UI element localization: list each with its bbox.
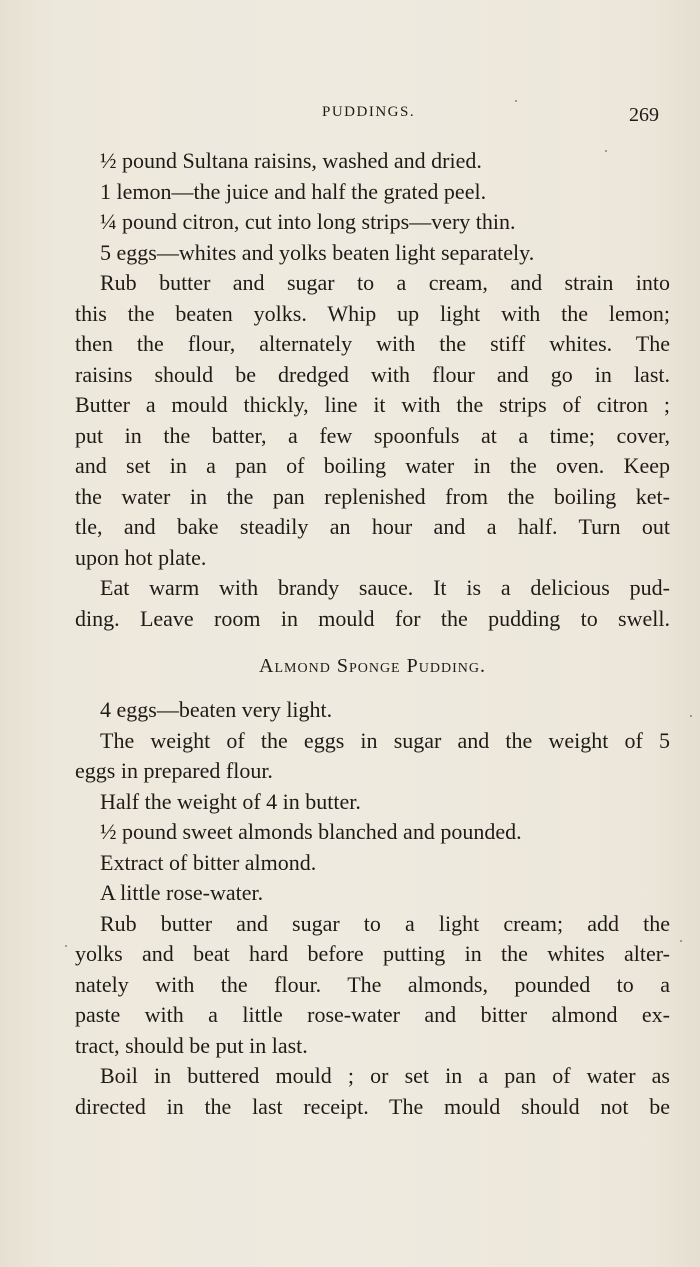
instruction-line: nately with the flour. The almonds, pounded to a: [75, 971, 670, 997]
paper-speck: [515, 100, 517, 102]
instruction-line: raisins should be dredged with flour and go in last.: [75, 361, 670, 387]
ingredient-line: Extract of bitter almond.: [100, 849, 317, 875]
paper-speck: [690, 715, 692, 717]
ingredient-line: 1 lemon—the juice and half the grated peel.: [100, 178, 487, 204]
instruction-line: directed in the last receipt. The mould should not be: [75, 1093, 670, 1119]
ingredient-line: eggs in prepared flour.: [75, 758, 273, 783]
instruction-line: upon hot plate.: [75, 544, 207, 570]
instruction-line: the water in the pan replenished from the boiling ket-: [75, 483, 670, 509]
paper-speck: [65, 945, 67, 947]
ingredient-line: Half the weight of 4 in butter.: [100, 788, 361, 814]
recipe-text-continued: [75, 146, 670, 634]
ingredient-line: 5 eggs—whites and yolks beaten light separately.: [100, 239, 535, 265]
ingredient-line: A little rose-water.: [100, 880, 264, 905]
instruction-line: ding. Leave room in mould for the pudding to swell.: [75, 605, 670, 631]
paper-speck: [680, 940, 682, 942]
ingredient-line: ¼ pound citron, cut into long strips—very thin.: [100, 209, 516, 234]
instruction-line: paste with a little rose-water and bitter almond ex-: [75, 1002, 670, 1027]
instruction-line: then the flour, alternately with the stiff whites. The: [75, 331, 670, 356]
running-head: PUDDINGS.: [322, 104, 416, 120]
ingredient-line: The weight of the eggs in sugar and the weight of 5: [100, 727, 670, 753]
instruction-line: tle, and bake steadily an hour and a half. Turn out: [75, 514, 670, 539]
instruction-line: yolks and beat hard before putting in the whites alter-: [75, 941, 670, 966]
instruction-line: Rub butter and sugar to a light cream; add the: [100, 910, 670, 936]
paper-speck: [605, 150, 607, 152]
ingredient-line: ½ pound sweet almonds blanched and pounded.: [100, 819, 522, 844]
instruction-line: Boil in buttered mould ; or set in a pan of water as: [100, 1063, 670, 1088]
page-header: [0, 100, 700, 130]
recipe-text-almond-sponge: [75, 695, 670, 1122]
instruction-line: Rub butter and sugar to a cream, and strain into: [100, 270, 670, 295]
ingredient-line: 4 eggs—beaten very light.: [100, 697, 333, 722]
instruction-line: Eat warm with brandy sauce. It is a delicious pud-: [100, 575, 670, 600]
page-number: 269: [629, 104, 659, 126]
instruction-line: Butter a mould thickly, line it with the strips of citron ;: [75, 392, 670, 417]
instruction-line: put in the batter, a few spoonfuls at a time; cover,: [75, 422, 670, 448]
instruction-line: this the beaten yolks. Whip up light with the lemon;: [75, 300, 670, 326]
instruction-line: tract, should be put in last.: [75, 1032, 308, 1058]
instruction-line: and set in a pan of boiling water in the oven. Keep: [75, 453, 670, 478]
ingredient-line: ½ pound Sultana raisins, washed and dried.: [100, 148, 482, 173]
recipe-heading: Almond Sponge Pudding.: [259, 655, 486, 677]
